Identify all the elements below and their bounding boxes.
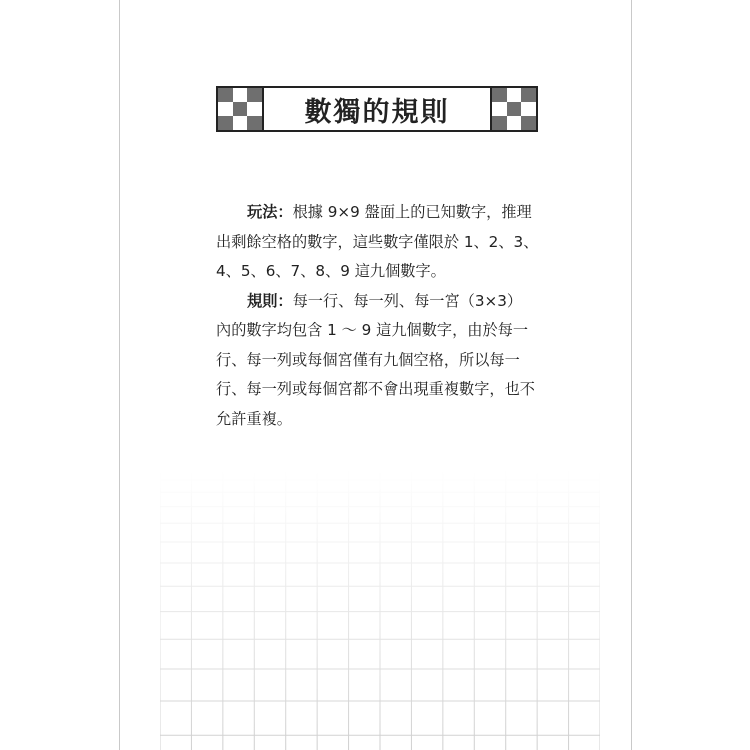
play-method-label: 玩法： [247, 203, 293, 221]
title-banner [216, 86, 538, 132]
paragraph-text: 根據 9×9 盤面上的已知數字，推理 [292, 203, 532, 221]
paragraph-line: 出剩餘空格的數字，這些數字僅限於 1、2、3、 [216, 232, 539, 251]
paragraph-line: 允許重複。 [216, 409, 292, 428]
perspective-grid-decoration [160, 470, 600, 750]
checkerboard-left-icon [218, 88, 264, 130]
paragraph-line: 行、每一列或每個宮都不會出現重複數字，也不 [216, 380, 535, 398]
checkerboard-right-icon [490, 88, 536, 130]
paragraph-line [216, 287, 542, 317]
paragraph-text: 每一行、每一列、每一宮（3×3） [292, 291, 523, 310]
paragraph-line: 內的數字均包含 1 ～ 9 這九個數字，由於每一 [216, 321, 529, 339]
rules-label: 規則： [247, 291, 293, 310]
paragraph-line: 行、每一列或每個宮僅有九個空格，所以每一 [216, 350, 520, 369]
rules-body [216, 198, 542, 434]
paragraph-line: 4、5、6、7、8、9 這九個數字。 [216, 262, 446, 280]
page-title: 數獨的規則 [304, 96, 450, 128]
paragraph-line [216, 198, 542, 228]
